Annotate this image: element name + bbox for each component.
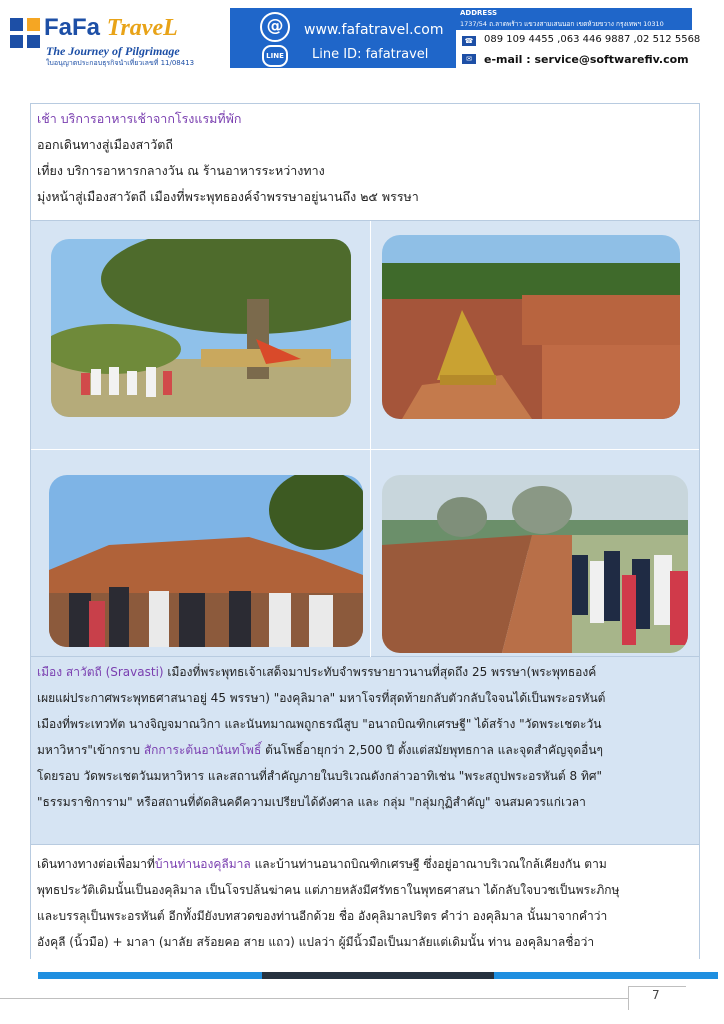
photo-cell	[370, 221, 699, 450]
paragraph-line: "ธรรมราชิการาม" หรือสถานที่ตัดสินคดีความเปรียบได้ดังศาล และ กลุ่ม "กลุ่มกุฏิสำคัญ" จนสมควรแก่เวลา	[37, 795, 586, 809]
paragraph-line: เผยแผ่ประกาศพระพุทธศาสนาอยู่ 45 พรรษา) "องคุลิมาล" มหาโจรที่สุดท้ายกลับตัวกลับใจจนได้เป็นพระอรหันต์	[37, 691, 606, 705]
address-text: 1737/54 ถ.ลาดพร้าว แขวงสามเสนนอก เขตห้วยขวาง กรุงเทพฯ 10310	[460, 20, 664, 28]
place-highlight: สักการะต้นอานันทโพธิ์	[143, 743, 262, 757]
photo-cell	[31, 449, 371, 657]
logo-mark-icon	[10, 18, 40, 48]
contact-web-panel	[230, 8, 456, 68]
footer-divider	[0, 998, 628, 999]
license-number: ใบอนุญาตประกอบธุรกิจนำเที่ยวเลขที่ 11/08413	[46, 59, 195, 67]
text-span: ต้นโพธิ์อายุกว่า 2,500 ปี ตั้งแต่สมัยพุทธกาล และจุดสำคัญจุดอื่นๆ	[261, 743, 604, 757]
itinerary-content	[30, 103, 700, 959]
text-span: มหาวิหาร"เข้ากราบ	[37, 743, 144, 757]
photo-excavation-site	[382, 475, 688, 653]
depart-line: ออกเดินทางสู่เมืองสาวัตถี	[37, 137, 173, 152]
paragraph-line	[31, 657, 699, 685]
phone-numbers: 089 109 4455 ,063 446 9887 ,02 512 5568	[484, 34, 701, 45]
website-url[interactable]: www.fafatravel.com	[304, 22, 444, 38]
photo-gold-stupa	[382, 235, 680, 419]
brand-tagline: The Journey of Pilgrimage	[46, 44, 180, 58]
address-header	[456, 8, 692, 30]
text-span: เมืองที่พระพุทธเจ้าเสด็จมาประทับจำพรรษายาวนานที่สุดถึง 25 พรรษา(พระพุทธองค์	[163, 665, 597, 679]
paragraph-line: อังคุลี (นิ้วมือ) + มาลา (มาลัย สร้อยคอ สาย แถว) แปลว่า ผู้มีนิ้วมือเป็นมาลัยแต่เดิมนั้น ท่าน องคุลิมาลชื่อว่า	[37, 935, 595, 949]
paragraph-line	[31, 845, 699, 877]
at-sign-icon: @	[260, 12, 290, 42]
mail-icon: ✉	[462, 54, 476, 64]
paragraph-line: และบรรลุเป็นพระอรหันต์ อีกทั้งมียังบทสวดของท่านอีกด้วย ชื่อ อังคุลิมาลปริตร คำว่า องคุลิมาล นั้นมาจากคำว่า	[37, 909, 608, 923]
place-highlight: เมือง สาวัตถี (Sravasti)	[37, 665, 164, 679]
photo-cell	[370, 449, 699, 657]
email-address[interactable]: e-mail : service@softwarefiv.com	[484, 53, 689, 66]
sravasti-description	[31, 657, 699, 845]
brand-name: FaFa TraveL	[44, 14, 178, 41]
page-number: 7	[652, 988, 660, 1002]
footer-color-bar	[38, 972, 718, 979]
breakfast-line: เช้า บริการอาหารเช้าจากโรงแรมที่พัก	[37, 111, 242, 126]
place-highlight: บ้านท่านองคุลีมาล	[154, 857, 251, 871]
address-title: ADDRESS	[460, 9, 497, 17]
text-span: เดินทางทางต่อเพื่อมาที่	[37, 857, 155, 871]
page-header	[4, 6, 720, 70]
photo-bodhi-tree	[51, 239, 351, 417]
day-schedule	[31, 103, 699, 221]
photo-brick-ruins	[49, 475, 363, 647]
photo-cell	[31, 221, 371, 450]
paragraph-line: โดยรอบ วัดพระเชตวันมหาวิหาร และสถานที่สำคัญภายในบริเวณดังกล่าวอาทิเช่น "พระสถูปพระอรหันต์ 8 ทิศ"	[37, 769, 603, 783]
lunch-line: เที่ยง บริการอาหารกลางวัน ณ ร้านอาหารระหว่างทาง	[37, 163, 325, 178]
line-app-icon: LINE	[262, 45, 288, 67]
photo-grid	[31, 221, 699, 657]
address-panel	[456, 8, 701, 68]
phone-icon: ☎	[462, 36, 476, 46]
angulimala-description	[31, 845, 699, 959]
line-id: Line ID: fafatravel	[312, 47, 429, 62]
paragraph-line	[31, 737, 699, 763]
paragraph-line: เมืองที่พระเทวทัต นางจิญจมาณวิกา และนันทมาณพถูกธรณีสูบ "อนาถบิณฑิกเศรษฐี" ได้สร้าง "วัดพระเชตะวัน	[37, 717, 602, 731]
paragraph-line: พุทธประวัติเดิมนั้นเป็นองคุลิมาล เป็นโจรปล้นฆ่าคน แต่ภายหลังมีศรัทธาในพุทธศาสนา ได้กลับใจบวชเป็นพระภิกษุ	[37, 883, 620, 897]
text-span: และบ้านท่านอนาถบิณฑิกเศรษฐี ซึ่งอยู่อาณาบริเวณใกล้เคียงกัน ตาม	[250, 857, 607, 871]
destination-line: มุ่งหน้าสู่เมืองสาวัตถี เมืองที่พระพุทธองค์จำพรรษาอยู่นานถึง ๒๕ พรรษา	[37, 189, 419, 204]
company-logo	[4, 8, 230, 68]
